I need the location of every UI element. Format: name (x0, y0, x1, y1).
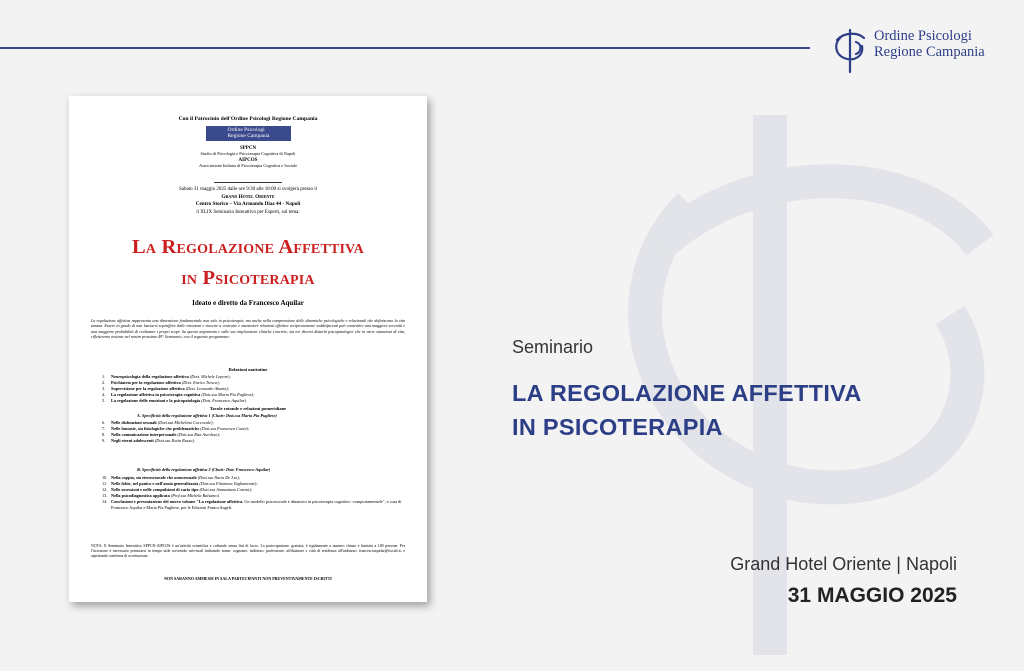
flyer-divider (214, 182, 282, 183)
flyer-address: Centro Storico – Via Armando Diaz 44 - Napoli (195, 201, 301, 207)
event-title-line-1: LA REGOLAZIONE AFFETTIVA (512, 380, 862, 406)
event-title (512, 376, 862, 444)
list-item: 14. Conclusioni e presentazione del nuovo volume "La regolazione affettiva. Un modello psicosociale e dinamico in psicoterapia cognitivo -comportamentale", a cura di Francesco Aquilar e Maria Pia Pugliese, per le Edizioni FrancoAngeli. (102, 499, 402, 511)
flyer-section-a: A. Specificità della regolazione affettiva 1 (Chair: Dott.ssa Maria Pia Pugliese) (137, 413, 277, 418)
list-item: 5. La regolazione delle emozioni e la psicopatologia (Dott. Francesco Aquilar). (102, 398, 248, 404)
brand-line-2: Regione Campania (874, 44, 985, 60)
list-item: 11. Nelle fobie, nel panico e nell'ansia generalizzata (Dott.ssa Filomena Tagliamonte); (102, 481, 258, 487)
list-item: 3. Supervisione per la regolazione affettiva (Dott. Leonardo Abazia); (102, 386, 230, 392)
flyer-hotel: Grand Hotel Oriente (221, 193, 275, 200)
flyer-afternoon-a-list (102, 420, 402, 444)
list-item: 8. Nella comunicazione interpersonale (Dott.ssa Rita Ascolese); (102, 432, 221, 438)
flyer-org1-desc: Studio di Psicologia e Psicoterapia Cognitiva di Napoli (200, 151, 296, 157)
event-date: 31 MAGGIO 2025 (787, 584, 957, 607)
flyer-morning-header: Relazioni mattutine (228, 367, 268, 372)
flyer-ideato: Ideato e diretto da Francesco Aquilar (192, 299, 304, 307)
list-item: 6. Nelle disfunzioni sessuali (Dott.ssa Michelina Coccovale); (102, 420, 214, 425)
flyer-patrocinio: Con il Patrocinio dell'Ordine Psicologi Regione Campania (178, 116, 318, 122)
list-item: 10. Nella coppia, sia eterosessuale che omosessuale (Dott.ssa Ilaria De Lio); (102, 475, 240, 480)
header-divider (0, 47, 810, 49)
brand-logo (832, 28, 985, 74)
list-item: 1. Neuropsicologia della regolazione affettiva (Dott. Michele Lepore); (102, 374, 231, 379)
flyer-afternoon-header: Tavole rotonde e relazioni pomeridiane (209, 406, 287, 411)
list-item: 4. La regolazione affettiva in psicoterapia cognitiva (Dott.ssa Maria Pia Pugliese); (102, 392, 255, 398)
list-item: 2. Psichiatria per la regolazione affettiva (Dott. Enrico Tresca); (102, 380, 221, 386)
flyer-title-line-1: La Regolazione Affettiva (132, 236, 364, 258)
event-type-label: Seminario (512, 337, 594, 357)
flyer-organizers (69, 145, 427, 169)
flyer-when-where (69, 186, 427, 216)
flyer-warning: NON SARANNO AMMESSI IN SALA PARTECIPANTI NON PREVENTIVAMENTE ISCRITTI (164, 576, 332, 581)
flyer-document (69, 96, 427, 602)
flyer-badge-text: Ordine Psicologi Regione Campania (227, 127, 270, 139)
list-item: 9. Negli eterni adolescenti (Dott.ssa Katia Russo). (102, 438, 195, 444)
flyer-seminar-line: il XLIX Seminario Interattivo per Esperti, sul tema: (196, 209, 300, 215)
list-item: 13. Nella psicodiagnostica applicata (Prof.ssa Michela Balsamo). (102, 493, 221, 499)
flyer-intro: La regolazione affettiva rappresenta una dimensione fondamentale non solo in psicoterapia, ma anche nella comprensione delle dinamiche psicologiche e relazionali che definiscono la vita umana. Essere in grado di non lasciarsi sopraffare dalle emozioni e riuscire a costruire e mantenere relazioni affettive reciprocamente soddisfacenti può consentire una maggiore serenità e una maggiore probabilità di realizzare i propri scopi. Su questo argomento e sulle sue implicazioni cliniche concrete, sia nei diversi disturbi psicopatologici che in varie situazioni di vita, rifletteremo insieme nel nostro prossimo 49° Seminario, con il seguente programma: (91, 318, 405, 340)
flyer-section-b: B. Specificità della regolazione affettiva 2 (Chair: Dott. Francesco Aquilar) (137, 467, 271, 472)
flyer-org1-name: SPPCN (239, 146, 257, 151)
flyer-when: Sabato 31 maggio 2025 dalle ore 9:30 alle 18:00 si svolgerà presso il (178, 187, 318, 192)
flyer-org2-name: AIPCOS (238, 157, 258, 163)
flyer-afternoon-b-list (102, 475, 402, 512)
event-venue: Grand Hotel Oriente | Napoli (730, 554, 957, 574)
list-item: 12. Nelle ossessioni e nelle compulsioni di vario tipo (Dott.ssa Annunziata Cotena); (102, 487, 253, 493)
psi-logo-icon (832, 28, 870, 74)
flyer-title-line-2: in Psicoterapia (181, 267, 315, 289)
brand-line-1: Ordine Psicologi (874, 28, 972, 44)
event-title-line-2: IN PSICOTERAPIA (512, 414, 723, 440)
flyer-ordine-badge (206, 126, 291, 141)
brand-name (874, 28, 985, 60)
flyer-title (69, 232, 427, 294)
flyer-org2-desc: Associazione Italiana di Psicoterapia Cognitiva e Sociale (198, 163, 298, 169)
list-item: 7. Nelle fantasie, sia fisiologiche che problematiche (Dott.ssa Francesca Conte); (102, 426, 250, 432)
flyer-morning-list (102, 374, 402, 404)
flyer-nota: NOTA: Il Seminario Interattivo SPPCN-AIPCOS è un'attività scientifica e culturale senza fini di lucro. La partecipazione, gratuita, è rigidamente a numero chiuso e limitata a 100 persone. Per l'iscrizione è necessario prenotarsi in tempo utile scrivendo un'e-mail indicando nome, cognome, indirizzo, professione, affiliazione e città di residenza all'indirizzo: francescoaquilar@tiscali.it, e aspettando conferma di accettazione. (91, 544, 405, 559)
